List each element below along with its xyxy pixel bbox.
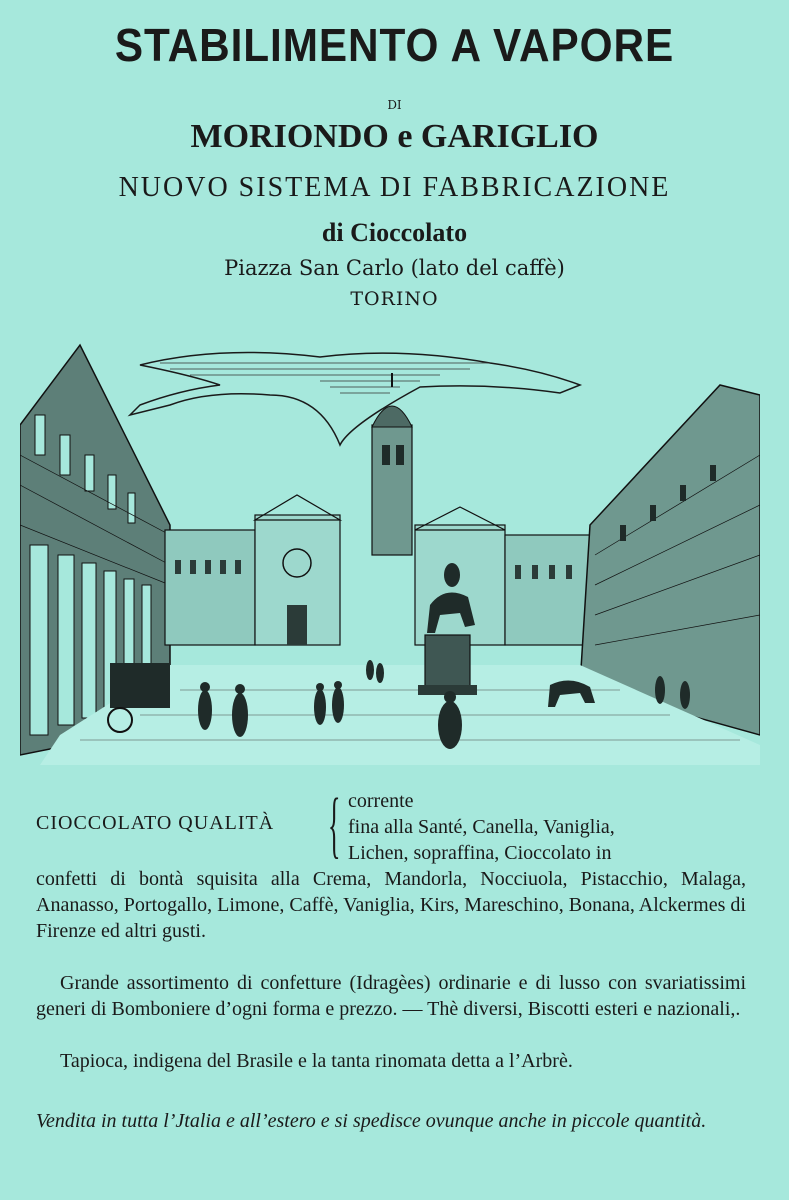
di-label: DI: [387, 98, 402, 112]
address-line: Piazza San Carlo (lato del caffè): [224, 256, 565, 280]
firm-name: MORIONDO e GARIGLIO: [190, 118, 599, 155]
brace-icon: {: [328, 784, 341, 866]
quality-line: corrente: [348, 790, 414, 812]
shipping-paragraph: Vendita in tutta l’Jtalia e all’estero e si spedisce ovunque anche in piccole quantità.: [36, 1110, 707, 1132]
sistema-heading: NUOVO SISTEMA DI FABBRICAZIONE: [118, 172, 671, 203]
page-title: STABILIMENTO A VAPORE: [114, 19, 675, 71]
quality-line: fina alla Santé, Canella, Vaniglia,: [348, 816, 615, 838]
quality-label: CIOCCOLATO QUALITÀ: [36, 812, 275, 834]
quality-line: Lichen, sopraffina, Cioccolato in: [348, 842, 612, 864]
tapioca-paragraph: Tapioca, indigena del Brasile e la tanta rinomata detta a l’Arbrè.: [60, 1050, 573, 1072]
quality-lines: [348, 788, 748, 866]
quality-block: [36, 784, 746, 868]
flavors-paragraph: confetti di bontà squisita alla Crema, Mandorla, Nocciuola, Pistacchio, Malaga, Ananasso, Portogallo, Limone, Caffè, Vaniglia, Kirs, Mareschino, Bonana, Alckermes di Firenze ed altri gusti.: [36, 868, 746, 942]
product-heading: di Cioccolato: [321, 218, 468, 247]
piazza-engraving: [20, 335, 760, 765]
assortment-paragraph: Grande assortimento di confetture (Idragèes) ordinarie e di lusso con svariatissimi generi di Bomboniere d’ogni forma e prezzo. — Thè diversi, Biscotti esteri e nazionali,.: [36, 972, 746, 1020]
city-line: TORINO: [350, 288, 439, 310]
